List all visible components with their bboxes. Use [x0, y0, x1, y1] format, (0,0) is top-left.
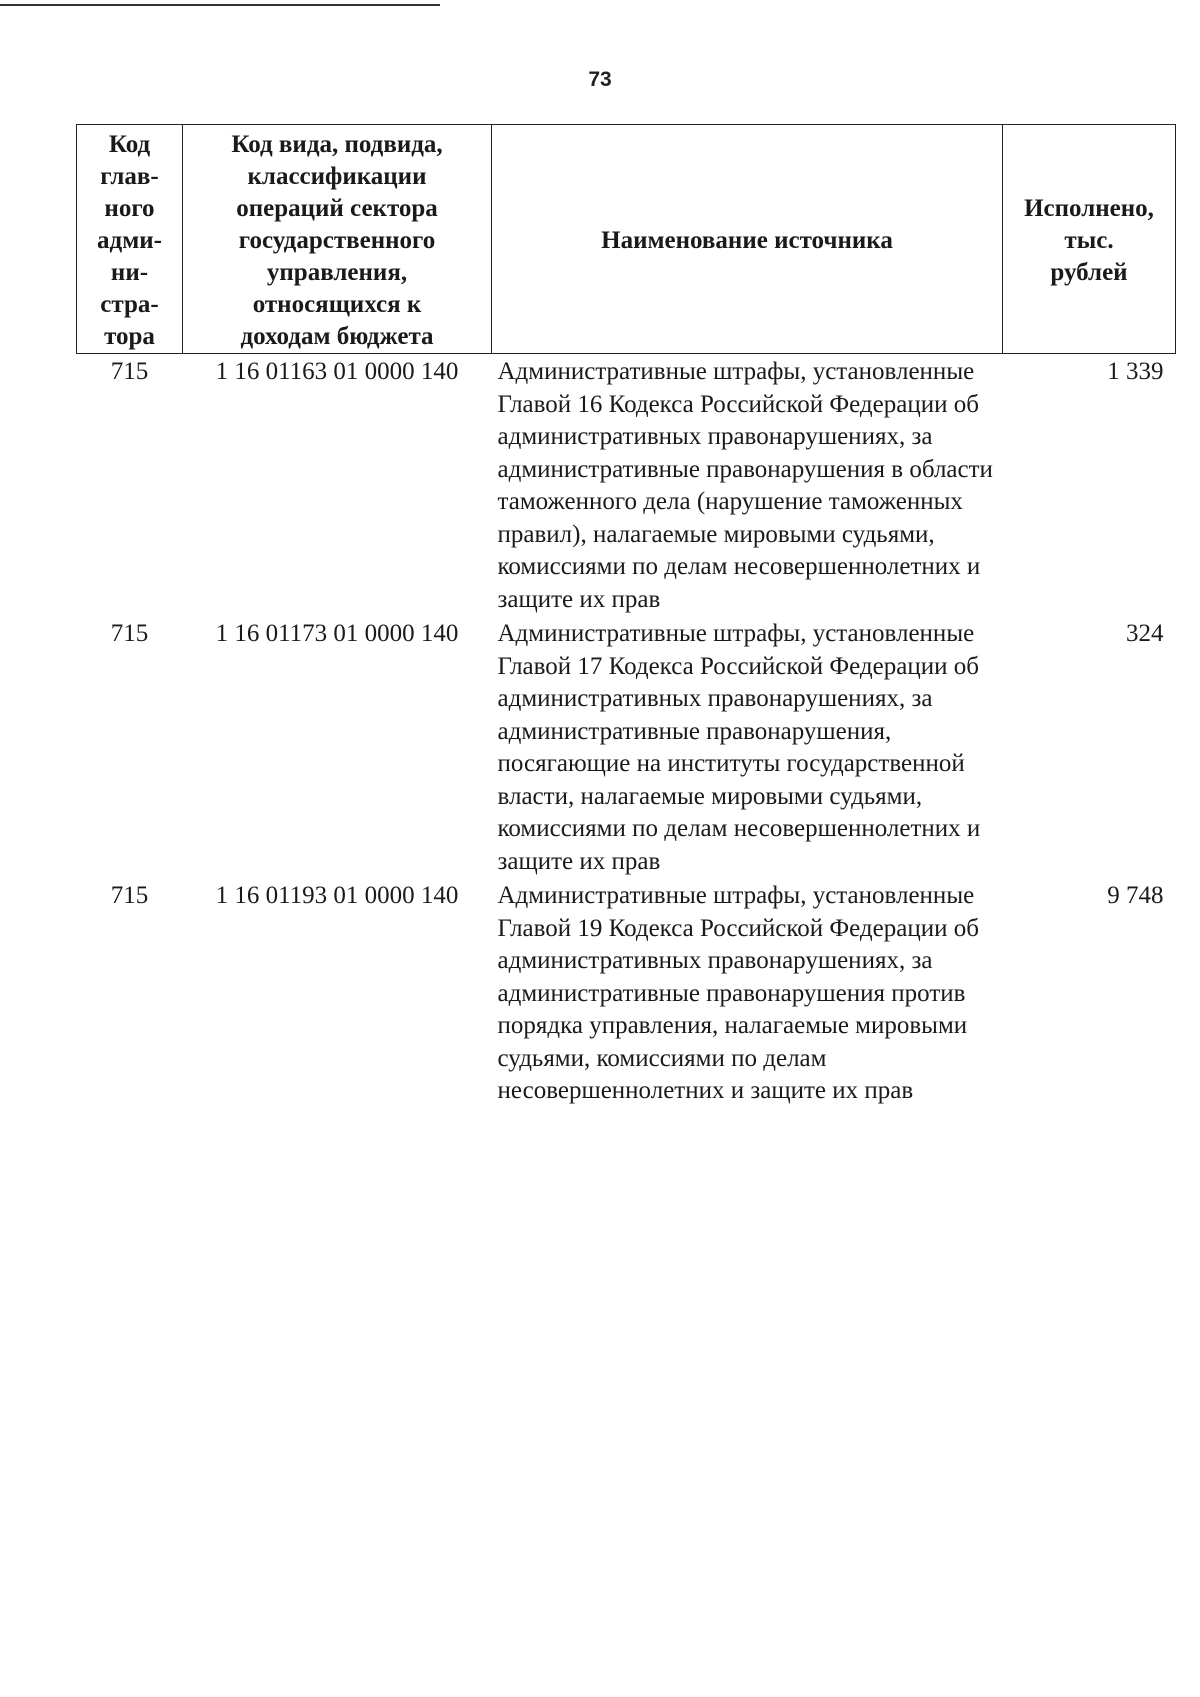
table-row — [77, 354, 1176, 617]
page-number: 73 — [588, 68, 612, 91]
cell-type-code: 1 16 01173 01 0000 140 — [215, 620, 459, 647]
header-source-name: Наименование источника — [492, 125, 1003, 354]
income-sources-table — [76, 124, 1176, 1108]
cell-executed: 324 — [1126, 620, 1164, 647]
cell-admin-code: 715 — [110, 358, 149, 385]
cell-source-name: Административные штрафы, установленные Главой 17 Кодекса Российской Федерации об административных правонарушениях, за административные правонарушения, посягающие на институты государственной власти, налагаемые мировыми судьями, комиссиями по делам несовершеннолетних и защите их прав — [497, 620, 981, 875]
top-scan-rule — [0, 4, 440, 6]
table-row — [77, 616, 1176, 878]
header-type-code: Код вида, подвида, классификации операций сектора государственного управления, относящихся к доходам бюджета — [183, 125, 492, 354]
header-executed: Исполнено, тыс. рублей — [1003, 125, 1176, 354]
cell-admin-code: 715 — [110, 620, 149, 647]
cell-executed: 1 339 — [1107, 358, 1164, 385]
cell-admin-code: 715 — [110, 882, 149, 909]
cell-type-code: 1 16 01193 01 0000 140 — [215, 882, 459, 909]
table-row — [77, 878, 1176, 1108]
cell-executed: 9 748 — [1107, 882, 1164, 909]
cell-source-name: Административные штрафы, установленные Главой 16 Кодекса Российской Федерации об административных правонарушениях, за административные правонарушения в области таможенного дела (нарушение таможенных правил), налагаемые мировыми судьями, комиссиями по делам несовершеннолетних и защите их прав — [497, 358, 993, 613]
cell-type-code: 1 16 01163 01 0000 140 — [215, 358, 459, 385]
header-admin-code: Код глав- ного адми- ни- стра- тора — [77, 125, 183, 354]
cell-source-name: Административные штрафы, установленные Главой 19 Кодекса Российской Федерации об административных правонарушениях, за административные правонарушения против порядка управления, налагаемые мировыми судьями, комиссиями по делам несовершеннолетних и защите их прав — [497, 882, 979, 1104]
table-header-row — [77, 125, 1176, 354]
